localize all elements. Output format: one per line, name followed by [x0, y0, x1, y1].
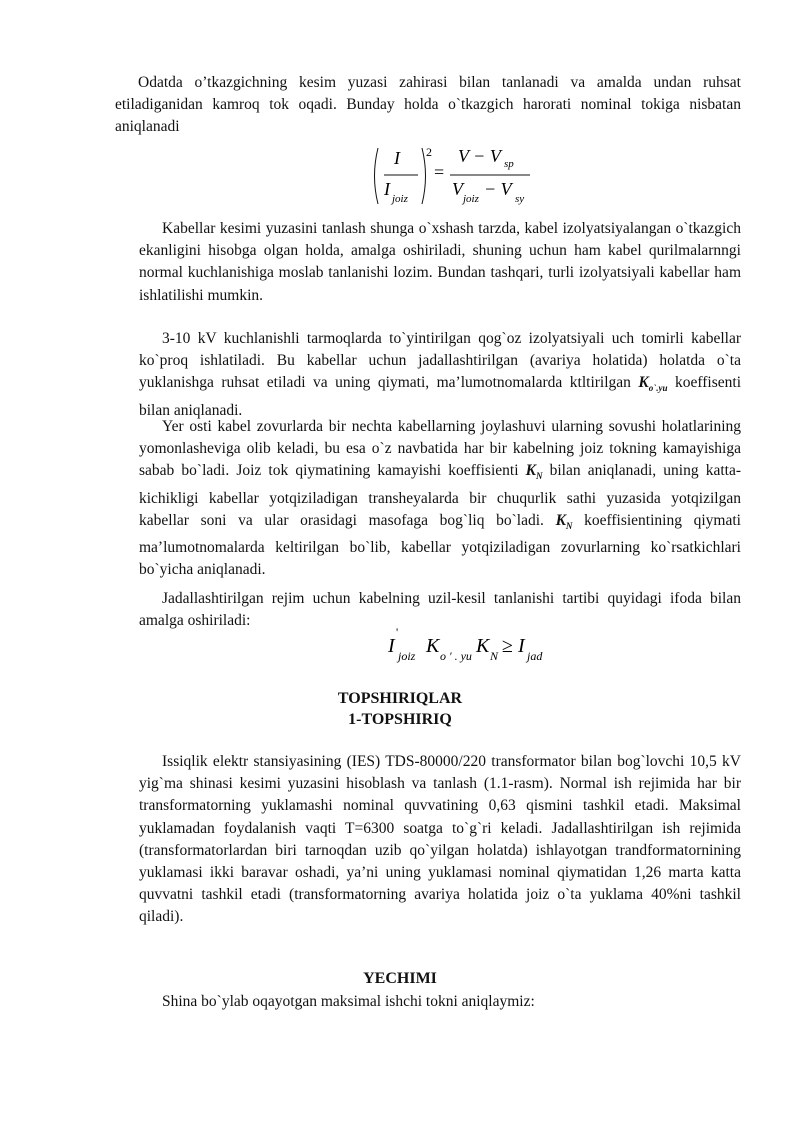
coef-kn-2: $K_N$ — [555, 511, 573, 531]
formula1-num-right-sub: sp — [504, 158, 514, 170]
formula1-den-right-a: V — [452, 179, 463, 199]
formula2-K1: K — [426, 635, 440, 657]
heading-solution: YECHIMI — [363, 970, 437, 987]
paragraph-underground-cables — [139, 416, 741, 582]
formula2-K1-sub: o ' . yu — [440, 649, 472, 663]
p3-text-a: 3-10 kV kuchlanishli tarmoqlarda to`yintirilgan qog`oz izolyatsiyali uch tomirli kabellar ko`proq ishlatiladi. Bu kabellar uchun jadallashtirilgan (avariya holatida) holatda o`ta yuklanishga ruhsat etiladi va uning qiymati, ma’lumotnomalarda ktltirilgan — [139, 330, 741, 392]
heading-task1: 1-TOPSHIRIQ — [348, 711, 452, 728]
formula1-den-left-sub: joiz — [392, 193, 408, 205]
p4-text-b: bilan aniqlanadi, uning katta-kichikligi kabellar yotqiziladigan transheyalarda bir chuqurlik sathi yuzasida yotqizilgan kabellar soni va ular orasidagi masofaga bog`liq bo`ladi. — [139, 462, 742, 529]
formula1-equals: = — [434, 162, 445, 182]
paragraph-forced-mode: Jadallashtirilgan rejim uchun kabelning uzil-kesil tanlanishi tartibi quyidagi ifoda bilan amalga oshiriladi: — [139, 590, 741, 630]
paragraph-solution-start: Shina bo`ylab oqayotgan maksimal ishchi tokni aniqlaymiz: — [162, 993, 535, 1010]
formula2-I: I — [388, 635, 395, 657]
formula2-K2: K — [476, 635, 490, 657]
formula1-power: 2 — [426, 145, 432, 159]
formula2-I-sub: joiz — [398, 649, 416, 663]
formula2-K2-sub: N — [490, 649, 499, 663]
formula2-I2: I — [518, 635, 525, 657]
heading-tasks: TOPSHIRIQLAR — [337, 690, 463, 707]
p3-text-b: koeffisenti bilan aniqlanadi. — [139, 374, 742, 419]
paragraph-cable-selection: Kabellar kesimi yuzasini tanlash shunga o`xshash tarzda, kabel izolyatsiyalangan o`tkazgich ekanligini hisobga olgan holda, amalga oshiriladi, shuning uchun ham kabel qurilmalarnngi normal kuchlanishiga moslab tanlanishi lozim. Bundan tashqari, turli izolyatsiyali kabellar ham ishlatilishi mumkin. — [139, 220, 741, 304]
formula1-den-left: I — [384, 179, 390, 199]
coef-kn-1: $K_N$ — [525, 462, 543, 482]
formula2-I2-sub: jad — [527, 649, 543, 663]
formula1-den-right-b-sub: sy — [515, 193, 525, 205]
formula1-den-right-a-sub: joiz — [463, 193, 479, 205]
p4-text-c: koeffisientining qiymati ma’lumotnomalarda keltirilgan bo`lib, kabellar yotqiziladigan zovurlarning ko`rsatkichlari bo`yicha aniqlanadi. — [139, 511, 741, 579]
formula1-num-right: V − V — [458, 146, 501, 166]
formula1-num-left: I — [394, 148, 400, 168]
formula-temperature-ratio — [370, 142, 540, 212]
formula2-ge: ≥ — [502, 635, 513, 657]
formula-cable-selection — [384, 628, 554, 668]
paragraph-task-statement: Issiqlik elektr stansiyasining (IES) TDS-80000/220 transformator bilan bog`lovchi 10,5 kV yig`ma shinasi kesimi yuzasini hisoblash va tanlash (1.1-rasm). Normal ish rejimida har bir transformatorning yuklamashi nominal quvvatining 0,63 qismini tashkil etadi. Maksimal yuklamadan foydalanish vaqti T=6300 soatga to`g`ri keladi. Jadallashtirilgan ish rejimida (transformatorlardan biri tarnoqdan uzib qo`yilgan holatda) ishlayotgan trandformatornining yuklamasi ikki baravar oshadi, ya’ni uning yuklamasi nominal qiymatidan 1,26 marta katta quvvatni tashkil etadi (transformatorning avariya holatida joiz o`ta yuklama 40%ni tashkil qiladi). — [139, 753, 741, 926]
p4-text-a: Yer osti kabel zovurlarda bir nechta kabellarning joylashuvi ularning sovushi holatlarining yomonlasheviga olib keladi, bu esa o`z navbatida har bir kabelning joiz tokning kamayishiga sabab bo`ladi. Joiz tok qiymatining kamayishi koeffisienti — [139, 418, 741, 480]
paragraph-intro: Odatda o’tkazgichning kesim yuzasi zahirasi bilan tanlanadi va amalda undan ruhsat etiladiganidan kamroq tok oqadi. Bunday holda o`tkazgich harorati nominal tokiga nisbatan aniqlanadi — [115, 74, 741, 136]
paragraph-paper-insulated — [139, 328, 741, 422]
coef-k-oyu: $K_{o`.yu}$ — [638, 374, 668, 394]
formula1-den-right-b: − V — [484, 179, 512, 199]
formula2-prime: ' — [396, 628, 399, 639]
